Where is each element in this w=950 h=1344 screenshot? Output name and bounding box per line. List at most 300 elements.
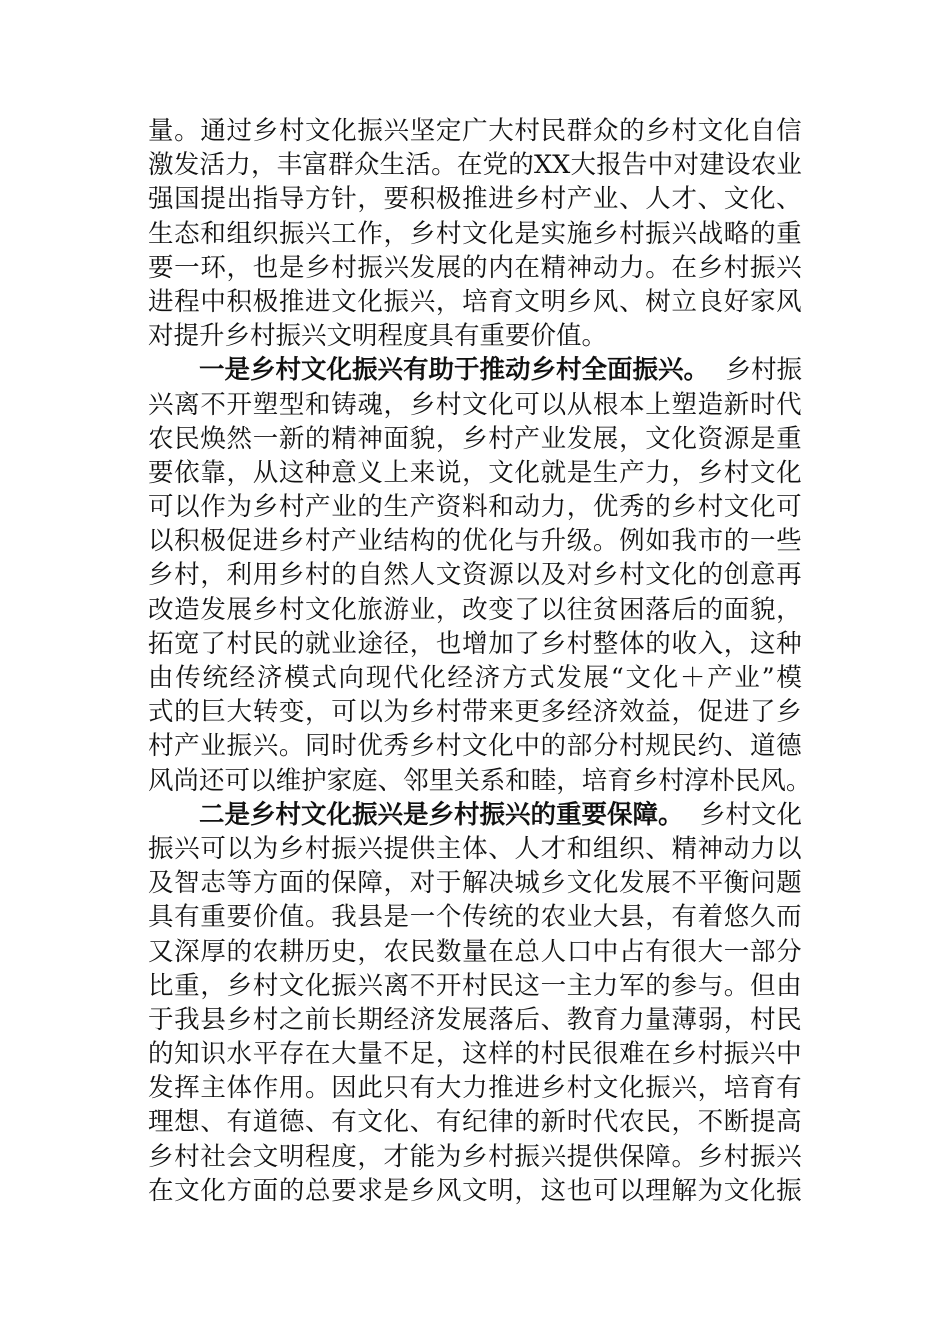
glyph: 量 xyxy=(462,936,488,967)
glyph: 环 xyxy=(200,252,226,283)
glyph: 中 xyxy=(200,286,226,317)
glyph: 振 xyxy=(645,1073,671,1104)
glyph: 施 xyxy=(566,218,593,249)
glyph: 规 xyxy=(645,731,671,762)
glyph: 乡 xyxy=(540,628,567,659)
glyph: 兴 xyxy=(776,1141,802,1172)
glyph: 发 xyxy=(435,1004,462,1035)
glyph: 与 xyxy=(697,970,724,1001)
glyph: 力 xyxy=(462,1073,488,1104)
glyph: 兴 xyxy=(409,286,436,317)
glyph: 升 xyxy=(540,526,567,557)
glyph: 略 xyxy=(723,218,750,249)
glyph: 整 xyxy=(592,628,619,659)
glyph: 模 xyxy=(776,663,802,693)
glyph: 的 xyxy=(435,526,462,557)
glyph: 深 xyxy=(174,936,200,967)
glyph: 推 xyxy=(278,286,305,317)
glyph: 力 xyxy=(645,457,671,488)
glyph: 织 xyxy=(252,218,279,249)
glyph: 化 xyxy=(671,423,697,454)
text-line xyxy=(148,388,802,422)
glyph: 村 xyxy=(488,1141,514,1172)
glyph: 化 xyxy=(749,492,776,523)
glyph: 离 xyxy=(383,970,410,1001)
glyph: 以 xyxy=(357,697,383,728)
glyph: 化 xyxy=(592,868,619,899)
glyph: 文 xyxy=(462,731,488,762)
glyph: ， xyxy=(514,1175,540,1206)
glyph: 业 xyxy=(357,526,383,557)
glyph: 带 xyxy=(462,697,488,728)
glyph: 民 xyxy=(776,1004,802,1035)
glyph: 在 xyxy=(671,252,697,283)
glyph: 村 xyxy=(435,389,462,420)
glyph: 问 xyxy=(749,868,776,899)
glyph: ， xyxy=(776,594,802,625)
text-line xyxy=(148,524,802,558)
glyph: 就 xyxy=(305,628,331,659)
glyph: 面 xyxy=(278,868,305,899)
glyph: 久 xyxy=(749,902,776,933)
glyph: 村 xyxy=(462,970,488,1001)
glyph: 同 xyxy=(305,731,331,762)
glyph: 乡 xyxy=(632,765,659,796)
glyph: 面 xyxy=(723,594,750,625)
glyph: 兴 xyxy=(357,833,383,864)
glyph: 育 xyxy=(749,1073,776,1104)
glyph: 兴 xyxy=(540,1141,567,1172)
glyph: 主 xyxy=(200,1073,226,1104)
glyph: 作 xyxy=(200,492,226,523)
glyph: 村 xyxy=(305,560,331,591)
glyph: 文 xyxy=(305,116,331,146)
glyph: 兴 xyxy=(749,1039,776,1070)
glyph: 在 xyxy=(514,252,540,283)
glyph: 方 xyxy=(226,1175,253,1206)
text-line: 对提升乡村振兴文明程度具有重要价值。 xyxy=(148,321,608,352)
glyph: 村 xyxy=(697,492,724,523)
glyph: 宽 xyxy=(174,628,200,659)
glyph: 大 xyxy=(697,936,724,967)
glyph: 以 xyxy=(776,833,802,864)
glyph: 业 xyxy=(566,902,593,933)
glyph: 战 xyxy=(697,218,724,249)
glyph: 要 xyxy=(331,1175,357,1206)
glyph: 变 xyxy=(488,594,514,625)
glyph: 可 xyxy=(331,697,357,728)
glyph: 民 xyxy=(174,423,200,454)
glyph: 化 xyxy=(357,286,383,317)
glyph: 展 xyxy=(645,868,671,899)
glyph: 发 xyxy=(566,423,593,454)
glyph: 培 xyxy=(581,765,608,796)
glyph: 了 xyxy=(200,628,226,659)
glyph: 村 xyxy=(540,184,567,215)
glyph: 等 xyxy=(226,868,253,899)
glyph: 效 xyxy=(619,697,645,728)
glyph: 精 xyxy=(671,833,697,864)
glyph: 和 xyxy=(488,492,514,523)
glyph: 、 xyxy=(723,731,750,762)
glyph: 文 xyxy=(723,1175,750,1206)
glyph: 的 xyxy=(645,492,671,523)
glyph: 值 xyxy=(278,902,305,933)
glyph: “ xyxy=(610,663,624,693)
glyph: 组 xyxy=(226,218,253,249)
glyph: 尚 xyxy=(173,765,200,796)
paragraph-2 xyxy=(148,353,812,797)
glyph: ， xyxy=(619,423,645,454)
glyph: 产 xyxy=(619,457,645,488)
glyph: ， xyxy=(671,697,697,728)
glyph: 这 xyxy=(462,1039,488,1070)
glyph: 时 xyxy=(749,389,776,420)
glyph: 貌 xyxy=(409,423,436,454)
glyph: 面 xyxy=(383,423,410,454)
glyph: 乡 xyxy=(462,1141,488,1172)
glyph: 向 xyxy=(338,663,365,693)
glyph: 这 xyxy=(278,457,305,488)
glyph: 障 xyxy=(645,1141,671,1172)
glyph: 决 xyxy=(488,868,514,899)
glyph: 要 xyxy=(383,184,410,215)
glyph: 化 xyxy=(488,526,514,557)
glyph: 后 xyxy=(514,1004,540,1035)
glyph: 了 xyxy=(514,594,540,625)
glyph: 上 xyxy=(645,389,671,420)
glyph: 些 xyxy=(776,526,802,557)
glyph: 振 xyxy=(226,731,253,762)
glyph: 约 xyxy=(697,731,724,762)
glyph: 内 xyxy=(488,252,514,283)
glyph: 不 xyxy=(383,1039,410,1070)
glyph: 村 xyxy=(435,731,462,762)
glyph: 以 xyxy=(174,492,200,523)
glyph: 经 xyxy=(229,663,256,693)
glyph: 不 xyxy=(697,1107,724,1138)
glyph: 系 xyxy=(479,765,506,796)
glyph: 家 xyxy=(326,765,353,796)
paragraph-3 xyxy=(148,798,802,1208)
glyph: 民 xyxy=(566,1039,593,1070)
glyph: 兴 xyxy=(383,252,410,283)
glyph: 文 xyxy=(278,970,305,1001)
glyph: 对 xyxy=(566,560,593,591)
glyph: 发 xyxy=(148,1073,174,1104)
glyph: 产 xyxy=(409,492,436,523)
glyph: 文 xyxy=(645,423,671,454)
glyph: 可 xyxy=(200,833,226,864)
glyph: 历 xyxy=(305,936,331,967)
glyph: 这 xyxy=(540,1175,567,1206)
glyph: ， xyxy=(383,868,410,899)
glyph: 入 xyxy=(697,628,724,659)
glyph: 化 xyxy=(488,218,514,249)
glyph: 兴 xyxy=(305,218,331,249)
glyph: 业 xyxy=(592,184,619,215)
glyph: 长 xyxy=(331,1004,357,1035)
glyph: 的 xyxy=(723,526,750,557)
glyph: 文 xyxy=(462,389,488,420)
glyph: 业 xyxy=(734,663,760,693)
glyph: 村 xyxy=(514,116,540,146)
glyph: 。 xyxy=(305,902,331,933)
glyph: 识 xyxy=(200,1039,226,1070)
glyph: 群 xyxy=(566,116,593,146)
glyph: 障 xyxy=(357,868,383,899)
glyph: 魂 xyxy=(357,389,383,420)
text-line xyxy=(148,1105,802,1139)
glyph: 在 xyxy=(456,150,483,181)
glyph: 乡 xyxy=(514,184,540,215)
glyph: 式 xyxy=(529,663,555,693)
glyph: 旅 xyxy=(357,594,383,625)
glyph: 经 xyxy=(383,1004,410,1035)
text-run: 乡村振 xyxy=(725,355,802,386)
glyph: 信 xyxy=(776,116,802,146)
glyph: 资 xyxy=(435,492,462,523)
glyph: 化 xyxy=(488,389,514,420)
glyph: 着 xyxy=(697,902,724,933)
glyph: 会 xyxy=(226,1141,253,1172)
glyph: 村 xyxy=(619,218,645,249)
glyph: 民 xyxy=(734,765,761,796)
glyph: 巨 xyxy=(200,697,226,728)
glyph: 结 xyxy=(383,526,410,557)
glyph: 提 xyxy=(566,1141,593,1172)
glyph: 乡 xyxy=(278,560,305,591)
glyph: 也 xyxy=(435,628,462,659)
text-line xyxy=(148,661,802,695)
glyph: 一 xyxy=(749,526,776,557)
glyph: 村 xyxy=(619,731,645,762)
glyph: 分 xyxy=(592,731,619,762)
glyph: 才 xyxy=(671,184,697,215)
glyph: 理 xyxy=(148,1107,174,1138)
glyph: 新 xyxy=(540,1107,567,1138)
glyph: 乡 xyxy=(671,1039,697,1070)
glyph: 育 xyxy=(488,286,514,317)
glyph: 的 xyxy=(278,1175,305,1206)
glyph: 业 xyxy=(776,150,802,181)
glyph: ， xyxy=(226,252,253,283)
glyph: 在 xyxy=(488,936,514,967)
glyph: 新 xyxy=(723,389,750,420)
glyph: 通 xyxy=(200,116,226,146)
glyph: 面 xyxy=(252,1175,279,1206)
glyph: 高 xyxy=(776,1107,802,1138)
glyph: 平 xyxy=(252,1039,279,1070)
text-line xyxy=(148,1071,802,1105)
glyph: ， xyxy=(305,697,331,728)
text-line xyxy=(148,832,802,866)
glyph: 的 xyxy=(645,970,671,1001)
glyph: 源 xyxy=(723,423,750,454)
glyph: 也 xyxy=(252,252,279,283)
glyph: 发 xyxy=(556,663,582,693)
glyph: 的 xyxy=(514,902,540,933)
glyph: 活 xyxy=(199,150,225,181)
glyph: ， xyxy=(435,286,462,317)
glyph: 神 xyxy=(697,833,724,864)
glyph: 级 xyxy=(566,526,593,557)
text-line xyxy=(148,217,802,251)
glyph: 变 xyxy=(278,697,305,728)
glyph: 参 xyxy=(671,970,697,1001)
glyph: 文 xyxy=(435,560,462,591)
glyph: 。 xyxy=(785,765,812,796)
glyph: 化 xyxy=(331,116,357,146)
glyph: 题 xyxy=(776,868,802,899)
glyph: 生 xyxy=(148,218,174,249)
glyph: 衡 xyxy=(723,868,750,899)
paragraph-first-line xyxy=(148,798,802,832)
glyph: 有 xyxy=(331,1107,357,1138)
glyph: 然 xyxy=(383,560,410,591)
glyph: 困 xyxy=(619,594,645,625)
paragraph-1 xyxy=(148,114,802,353)
glyph: 的 xyxy=(514,1039,540,1070)
glyph: 能 xyxy=(409,1141,436,1172)
glyph: 后 xyxy=(671,594,697,625)
glyph: 的 xyxy=(540,731,567,762)
glyph: 造 xyxy=(697,389,724,420)
glyph: 是 xyxy=(514,218,540,249)
glyph: 力 xyxy=(619,1004,645,1035)
glyph: 解 xyxy=(462,868,488,899)
glyph: 生 xyxy=(592,457,619,488)
glyph: ， xyxy=(435,594,462,625)
glyph: 主 xyxy=(566,970,593,1001)
glyph: 游 xyxy=(383,594,410,625)
glyph: 县 xyxy=(200,1004,226,1035)
glyph: 良 xyxy=(697,286,724,317)
glyph: 组 xyxy=(592,833,619,864)
glyph: 积 xyxy=(409,184,436,215)
glyph: 化 xyxy=(749,184,776,215)
glyph: 一 xyxy=(174,252,200,283)
glyph: 邻 xyxy=(403,765,429,796)
glyph: 由 xyxy=(776,970,802,1001)
glyph: 有 xyxy=(226,1107,253,1138)
glyph: 乡 xyxy=(592,560,619,591)
glyph: 有 xyxy=(174,902,200,933)
glyph: 育 xyxy=(607,765,633,796)
glyph: 种 xyxy=(305,457,331,488)
glyph: 化 xyxy=(652,663,679,693)
glyph: 市 xyxy=(697,526,724,557)
glyph: 乡 xyxy=(540,868,567,899)
text-line xyxy=(148,1174,802,1208)
glyph: 的 xyxy=(514,1107,540,1138)
glyph: 模 xyxy=(284,663,310,693)
text-line xyxy=(148,285,802,319)
glyph: 强 xyxy=(148,184,174,215)
glyph: 实 xyxy=(540,218,567,249)
glyph: 资 xyxy=(462,560,488,591)
glyph: 精 xyxy=(331,423,357,454)
glyph: 导 xyxy=(278,184,305,215)
glyph: 从 xyxy=(252,457,279,488)
glyph: 水 xyxy=(226,1039,253,1070)
glyph: 神 xyxy=(357,423,383,454)
glyph: 可 xyxy=(776,492,802,523)
glyph: 振 xyxy=(645,218,671,249)
glyph: 村 xyxy=(252,1004,279,1035)
glyph: 不 xyxy=(671,868,697,899)
glyph: 代 xyxy=(592,1107,619,1138)
glyph: 中 xyxy=(514,731,540,762)
glyph: 村 xyxy=(174,1141,200,1172)
glyph: 以 xyxy=(250,765,276,796)
glyph: 这 xyxy=(514,970,540,1001)
glyph: 过 xyxy=(226,116,253,146)
glyph: 律 xyxy=(488,1107,514,1138)
glyph: 文 xyxy=(723,492,750,523)
glyph: 耕 xyxy=(278,936,305,967)
glyph: 径 xyxy=(383,628,410,659)
glyph: 文 xyxy=(252,1141,279,1172)
glyph: 振 xyxy=(749,252,776,283)
glyph: 分 xyxy=(776,936,802,967)
glyph: 但 xyxy=(749,970,776,1001)
glyph: 智 xyxy=(174,868,200,899)
glyph: 铸 xyxy=(331,389,357,420)
glyph: 具 xyxy=(148,902,174,933)
glyph: 利 xyxy=(226,560,253,591)
glyph: 产 xyxy=(331,526,357,557)
glyph: 兴 xyxy=(671,218,697,249)
glyph: 报 xyxy=(596,150,622,181)
glyph: ， xyxy=(383,389,410,420)
glyph: 业 xyxy=(331,492,357,523)
glyph: 乡 xyxy=(409,731,436,762)
glyph: 度 xyxy=(331,1141,357,1172)
glyph: 进 xyxy=(148,286,174,317)
glyph: 量 xyxy=(645,1004,671,1035)
glyph: 中 xyxy=(776,1039,802,1070)
glyph: 村 xyxy=(619,560,645,591)
glyph: 供 xyxy=(409,833,436,864)
glyph: 再 xyxy=(776,560,802,591)
glyph: 量 xyxy=(357,1039,383,1070)
glyph: 改 xyxy=(462,594,488,625)
glyph: 重 xyxy=(776,423,802,454)
glyph: 经 xyxy=(566,697,593,728)
glyph: 了 xyxy=(514,628,540,659)
glyph: 、 xyxy=(645,833,671,864)
glyph: 护 xyxy=(301,765,327,796)
glyph: 。 xyxy=(671,1141,697,1172)
glyph: 弱 xyxy=(697,1004,724,1035)
glyph: 文 xyxy=(357,1107,383,1138)
glyph: 村 xyxy=(226,628,253,659)
text-line xyxy=(148,148,802,182)
glyph: 振 xyxy=(749,1141,776,1172)
glyph: 兴 xyxy=(383,116,410,146)
glyph: 的 xyxy=(645,628,671,659)
glyph: 济 xyxy=(592,697,619,728)
glyph: 与 xyxy=(514,526,540,557)
glyph: 展 xyxy=(435,252,462,283)
glyph: 也 xyxy=(566,1175,593,1206)
glyph: 维 xyxy=(275,765,302,796)
paragraph-heading: 一是乡村文化振兴有助于推动乡村全面振兴。 xyxy=(199,355,710,386)
glyph: 方 xyxy=(252,868,279,899)
glyph: 大 xyxy=(331,1039,357,1070)
glyph: 出 xyxy=(226,184,253,215)
